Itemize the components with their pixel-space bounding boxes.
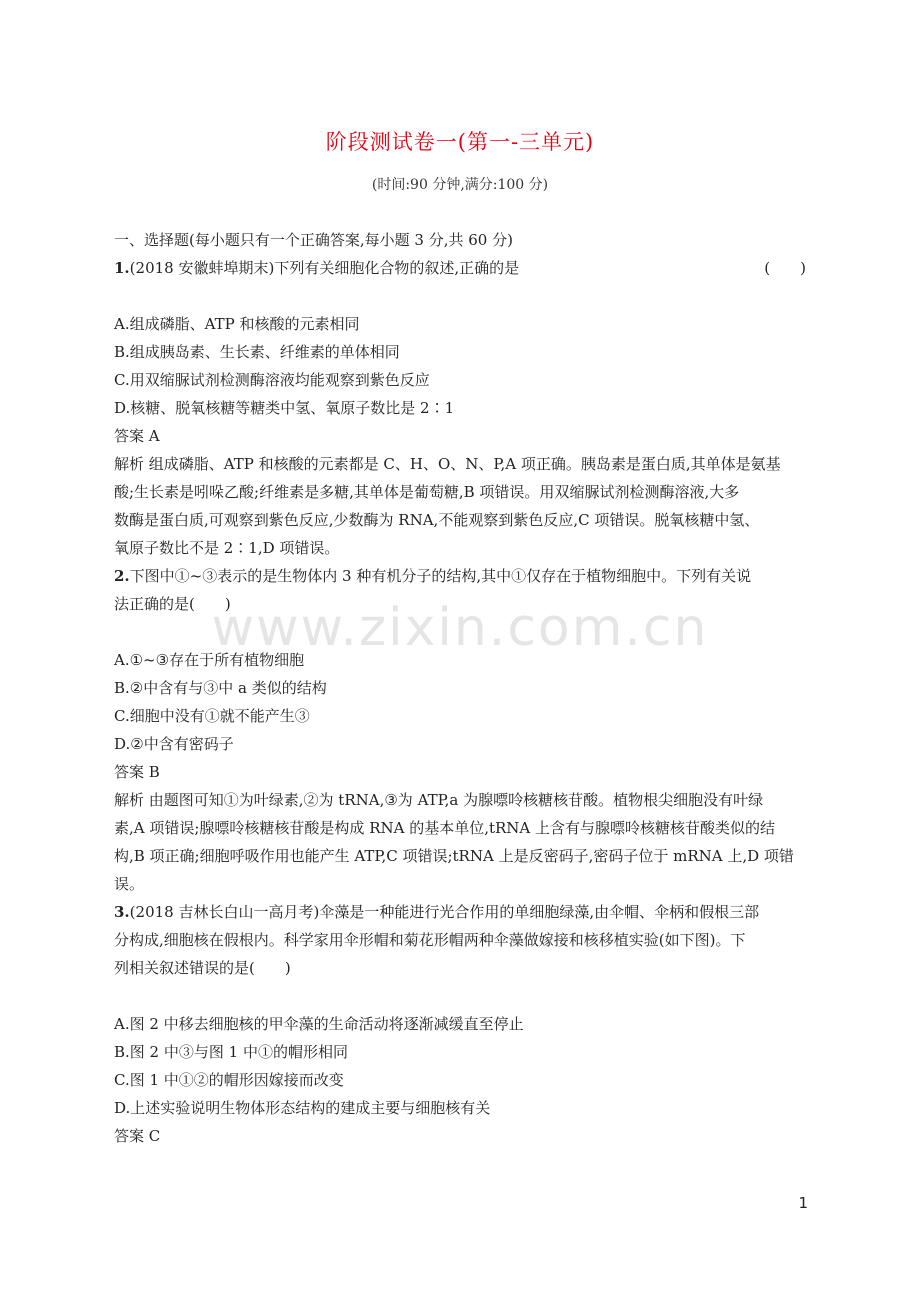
option-a: A.图 2 中移去细胞核的甲伞藻的生命活动将逐渐减缓直至停止: [114, 1015, 524, 1033]
answer: 答案 B: [114, 763, 160, 781]
question-stem: 法正确的是( ): [114, 595, 231, 613]
page-number: 1: [798, 1194, 808, 1212]
question-stem: (2018 吉林长白山一高月考)伞藻是一种能进行光合作用的单细胞绿藻,由伞帽、伞柄和假根三部: [129, 903, 760, 921]
question-stem: (2018 安徽蚌埠期末)下列有关细胞化合物的叙述,正确的是: [129, 259, 520, 277]
analysis-line: 构,B 项正确;细胞呼吸作用也能产生 ATP,C 项错误;tRNA 上是反密码子,密码子位于 mRNA 上,D 项错: [114, 847, 794, 865]
analysis-line: 解析 组成磷脂、ATP 和核酸的元素都是 C、H、O、N、P,A 项正确。胰岛素是蛋白质,其单体是氨基: [114, 455, 781, 473]
question-number: 1.: [114, 259, 130, 277]
analysis-line: 素,A 项错误;腺嘌呤核糖核苷酸是构成 RNA 的基本单位,tRNA 上含有与腺嘌呤核糖核苷酸类似的结: [114, 819, 776, 837]
answer-bracket: ( ): [764, 259, 806, 277]
option-d: D.上述实验说明生物体形态结构的建成主要与细胞核有关: [114, 1099, 491, 1117]
option-d: D.②中含有密码子: [114, 735, 234, 753]
question-stem: 分构成,细胞核在假根内。科学家用伞形帽和菊花形帽两种伞藻做嫁接和核移植实验(如下图)。下: [114, 931, 746, 949]
option-b: B.②中含有与③中 a 类似的结构: [114, 679, 327, 697]
question-number: 3.: [114, 903, 130, 921]
analysis-line: 数酶是蛋白质,可观察到紫色反应,少数酶为 RNA,不能观察到紫色反应,C 项错误。脱氧核糖中氢、: [114, 511, 760, 529]
option-a: A.组成磷脂、ATP 和核酸的元素相同: [114, 315, 360, 333]
analysis-line: 氧原子数比不是 2∶1,D 项错误。: [114, 539, 340, 557]
option-b: B.图 2 中③与图 1 中①的帽形相同: [114, 1043, 348, 1061]
exam-content: [114, 226, 808, 1150]
option-c: C.用双缩脲试剂检测酶溶液均能观察到紫色反应: [114, 371, 430, 389]
option-c: C.细胞中没有①就不能产生③: [114, 707, 310, 725]
analysis-line: 误。: [114, 875, 145, 893]
question-stem: 列相关叙述错误的是( ): [114, 959, 291, 977]
question-stem: 下图中①~③表示的是生物体内 3 种有机分子的结构,其中①仅存在于植物细胞中。下列有关说: [129, 567, 752, 585]
answer: 答案 C: [114, 1127, 161, 1145]
question-1: [114, 254, 808, 562]
watermark: www.zixin.com.cn: [211, 598, 709, 658]
analysis-line: 解析 由题图可知①为叶绿素,②为 tRNA,③为 ATP,a 为腺嘌呤核糖核苷酸。植物根尖细胞没有叶绿: [114, 791, 764, 809]
option-a: A.①~③存在于所有植物细胞: [114, 651, 305, 669]
question-number: 2.: [114, 567, 130, 585]
section-heading: 一、选择题(每小题只有一个正确答案,每小题 3 分,共 60 分): [114, 231, 513, 249]
page-title: 阶段测试卷一(第一-三单元): [325, 130, 595, 154]
option-c: C.图 1 中①②的帽形因嫁接而改变: [114, 1071, 344, 1089]
option-b: B.组成胰岛素、生长素、纤维素的单体相同: [114, 343, 400, 361]
exam-info: (时间:90 分钟,满分:100 分): [371, 177, 549, 193]
option-d: D.核糖、脱氧核糖等糖类中氢、氧原子数比是 2∶1: [114, 399, 455, 417]
answer: 答案 A: [114, 427, 160, 445]
question-3: [114, 898, 808, 1150]
question-2: [114, 562, 808, 898]
analysis-line: 酸;生长素是吲哚乙酸;纤维素是多糖,其单体是葡萄糖,B 项错误。用双缩脲试剂检测酶溶液,大多: [114, 483, 740, 501]
